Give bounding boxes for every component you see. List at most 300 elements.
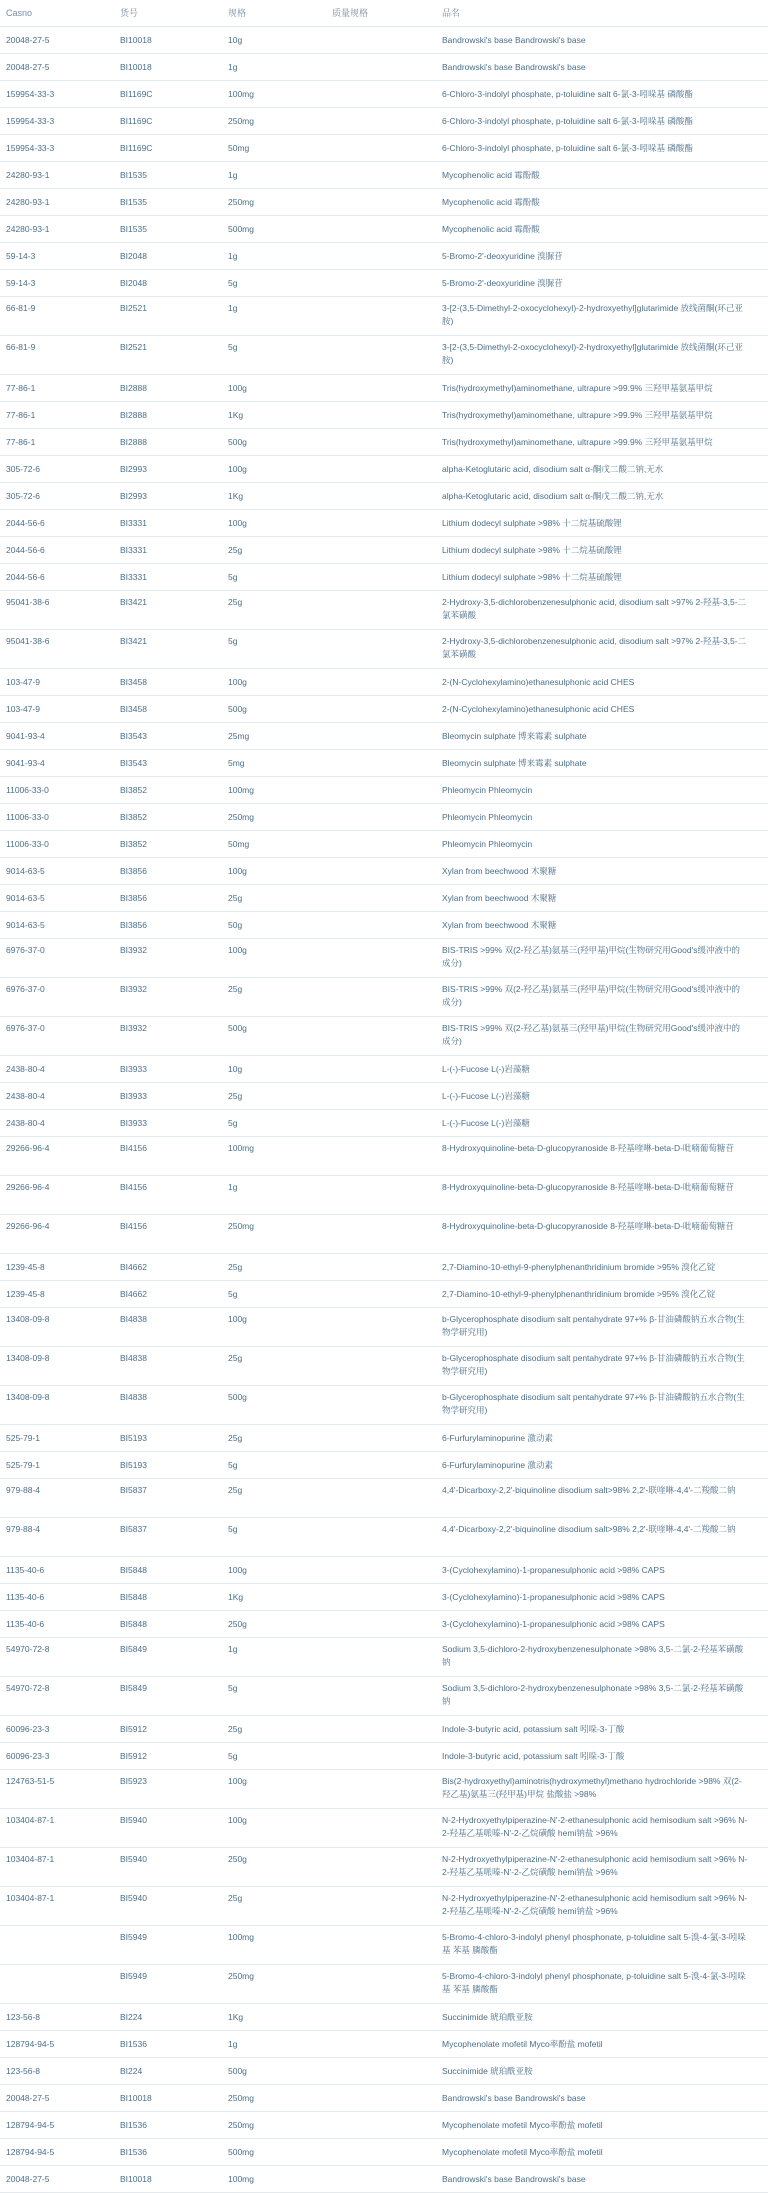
cell-sku: BI3458 (120, 677, 147, 687)
cell-quality (326, 1809, 436, 1847)
cell-quality (326, 1965, 436, 2003)
cell-casno: 77-86-1 (6, 383, 36, 393)
table-row (0, 591, 768, 630)
cell-spec: 5g (228, 1460, 238, 1470)
cell-spec: 100g (228, 866, 247, 876)
cell-casno: 77-86-1 (6, 437, 36, 447)
table-row (0, 2031, 768, 2058)
cell-quality (326, 1308, 436, 1346)
cell-name: N-2-Hydroxyethylpiperazine-N'-2-ethanesulphonic acid hemisodium salt >96% N-2-羟基乙基哌嗪-N'-2-乙烷磺酸 hemi钠盐 >96% (442, 1815, 748, 1838)
cell-sku: BI3852 (120, 785, 147, 795)
cell-quality (326, 831, 436, 857)
cell-name: Lithium dodecyl sulphate >98% 十二烷基硫酸锂 (442, 545, 622, 555)
cell-spec: 1g (228, 2039, 238, 2049)
cell-sku: BI5949 (120, 1932, 147, 1942)
cell-sku: BI4662 (120, 1262, 147, 1272)
cell-quality (326, 429, 436, 455)
cell-quality (326, 1347, 436, 1385)
cell-casno: 11006-33-0 (6, 839, 49, 849)
cell-casno: 2438-80-4 (6, 1118, 45, 1128)
cell-name: 4,4'-Dicarboxy-2,2'-biquinoline disodium salt>98% 2,2'-联喹啉-4,4'-二羧酸二钠 (442, 1524, 736, 1534)
cell-sku: BI3856 (120, 920, 147, 930)
cell-casno: 59-14-3 (6, 278, 36, 288)
cell-spec: 500g (228, 704, 247, 714)
cell-spec: 25g (228, 1262, 243, 1272)
cell-spec: 50mg (228, 143, 250, 153)
cell-name: Phleomycin Phleomycin (442, 812, 533, 822)
cell-sku: BI5912 (120, 1751, 147, 1761)
cell-quality (326, 1056, 436, 1082)
cell-casno: 103-47-9 (6, 677, 41, 687)
cell-spec: 5g (228, 1751, 238, 1761)
cell-casno: 9041-93-4 (6, 731, 45, 741)
cell-casno: 159954-33-3 (6, 116, 55, 126)
table-row (0, 429, 768, 456)
cell-quality (326, 336, 436, 374)
table-row (0, 1716, 768, 1743)
table-row (0, 1677, 768, 1716)
cell-name: b-Glycerophosphate disodium salt pentahydrate 97+% β-甘油磷酸钠五水合物(生物学研究用) (442, 1392, 745, 1415)
cell-quality (326, 1848, 436, 1886)
cell-name: Bandrowski's base Bandrowski's base (442, 2093, 586, 2103)
cell-spec: 1g (228, 1644, 238, 1654)
cell-sku: BI10018 (120, 62, 152, 72)
cell-name: Bandrowski's base Bandrowski's base (442, 2174, 586, 2184)
table-row (0, 858, 768, 885)
cell-quality (326, 858, 436, 884)
table-row (0, 2166, 768, 2193)
cell-quality (326, 750, 436, 776)
header-quality: 质量规格 (332, 8, 369, 18)
cell-name: N-2-Hydroxyethylpiperazine-N'-2-ethanesulphonic acid hemisodium salt >96% N-2-羟基乙基哌嗪-N'-2-乙烷磺酸 hemi钠盐 >96% (442, 1854, 748, 1877)
cell-casno: 525-79-1 (6, 1433, 41, 1443)
cell-casno: 29266-96-4 (6, 1221, 50, 1231)
cell-sku: BI5949 (120, 1971, 147, 1981)
cell-name: Mycophenolate mofetil Myco率酚盐 mofetil (442, 2120, 603, 2130)
cell-casno: 29266-96-4 (6, 1182, 50, 1192)
cell-quality (326, 1386, 436, 1424)
table-row (0, 2085, 768, 2112)
table-row (0, 1308, 768, 1347)
cell-sku: BI5848 (120, 1619, 147, 1629)
cell-quality (326, 1215, 436, 1253)
cell-spec: 5g (228, 1289, 238, 1299)
cell-casno: 128794-94-5 (6, 2147, 55, 2157)
cell-spec: 100g (228, 1776, 247, 1786)
cell-quality (326, 1611, 436, 1637)
cell-name: Bleomycin sulphate 博来霉素 sulphate (442, 731, 587, 741)
cell-sku: BI3331 (120, 545, 147, 555)
cell-casno: 2044-56-6 (6, 545, 45, 555)
cell-sku: BI2888 (120, 410, 147, 420)
cell-sku: BI10018 (120, 2093, 152, 2103)
header-spec: 规格 (228, 8, 247, 18)
cell-quality (326, 2058, 436, 2084)
cell-quality (326, 777, 436, 803)
cell-name: 3-(Cyclohexylamino)-1-propanesulphonic acid >98% CAPS (442, 1619, 665, 1629)
table-row (0, 402, 768, 429)
cell-quality (326, 978, 436, 1016)
cell-spec: 1g (228, 303, 238, 313)
cell-quality (326, 804, 436, 830)
table-row (0, 375, 768, 402)
cell-casno: 305-72-6 (6, 464, 41, 474)
table-row (0, 1638, 768, 1677)
cell-sku: BI3543 (120, 758, 147, 768)
cell-casno: 9014-63-5 (6, 893, 45, 903)
cell-name: Sodium 3,5-dichloro-2-hydroxybenzenesulphonate >98% 3,5-二氯-2-羟基苯磺酸钠 (442, 1644, 744, 1667)
table-row (0, 162, 768, 189)
cell-spec: 500mg (228, 224, 254, 234)
cell-name: 8-Hydroxyquinoline-beta-D-glucopyranoside 8-羟基喹啉-beta-D-吡喃葡萄糖苷 (442, 1182, 734, 1192)
table-row (0, 696, 768, 723)
cell-name: L-(-)-Fucose L(-)岩藻糖 (442, 1064, 530, 1074)
cell-quality (326, 1557, 436, 1583)
cell-sku: BI3331 (120, 572, 147, 582)
table-row (0, 1347, 768, 1386)
cell-sku: BI5193 (120, 1460, 147, 1470)
cell-casno: 525-79-1 (6, 1460, 41, 1470)
cell-name: alpha-Ketoglutaric acid, disodium salt α-酮戊二酸二钠,无水 (442, 491, 664, 501)
table-row (0, 669, 768, 696)
table-row (0, 939, 768, 978)
cell-quality (326, 2004, 436, 2030)
cell-spec: 5g (228, 572, 238, 582)
cell-casno: 159954-33-3 (6, 89, 55, 99)
cell-quality (326, 270, 436, 296)
cell-name: 4,4'-Dicarboxy-2,2'-biquinoline disodium salt>98% 2,2'-联喹啉-4,4'-二羧酸二钠 (442, 1485, 736, 1495)
table-row (0, 1743, 768, 1770)
cell-sku: BI4662 (120, 1289, 147, 1299)
table-row (0, 456, 768, 483)
cell-spec: 100g (228, 383, 247, 393)
cell-sku: BI1169C (120, 116, 153, 126)
cell-spec: 100mg (228, 89, 254, 99)
cell-name: Lithium dodecyl sulphate >98% 十二烷基硫酸锂 (442, 518, 622, 528)
cell-casno: 11006-33-0 (6, 812, 49, 822)
cell-sku: BI2521 (120, 342, 147, 352)
cell-casno: 1239-45-8 (6, 1289, 45, 1299)
cell-quality (326, 723, 436, 749)
cell-spec: 100g (228, 518, 247, 528)
table-row (0, 1479, 768, 1518)
table-row (0, 564, 768, 591)
cell-quality (326, 216, 436, 242)
cell-spec: 100mg (228, 1143, 254, 1153)
cell-spec: 1Kg (228, 410, 244, 420)
cell-quality (326, 1254, 436, 1280)
cell-sku: BI2888 (120, 437, 147, 447)
cell-sku: BI4156 (120, 1143, 147, 1153)
cell-spec: 10g (228, 35, 243, 45)
cell-quality (326, 2085, 436, 2111)
cell-spec: 500g (228, 2066, 247, 2076)
cell-quality (326, 1887, 436, 1925)
cell-quality (326, 1638, 436, 1676)
cell-casno (0, 1965, 114, 2003)
cell-casno: 20048-27-5 (6, 35, 50, 45)
cell-name: Phleomycin Phleomycin (442, 785, 533, 795)
cell-quality (326, 912, 436, 938)
header-name: 品名 (442, 8, 461, 18)
cell-quality (326, 297, 436, 335)
cell-casno: 123-56-8 (6, 2066, 41, 2076)
cell-quality (326, 27, 436, 53)
table-row (0, 1425, 768, 1452)
cell-quality (326, 1176, 436, 1214)
cell-name: Mycophenolic acid 霉酚酸 (442, 197, 540, 207)
cell-name: Succinimide 琥珀酰亚胺 (442, 2012, 533, 2022)
table-row (0, 2112, 768, 2139)
cell-spec: 1g (228, 62, 238, 72)
cell-spec: 25g (228, 984, 243, 994)
cell-spec: 5g (228, 278, 238, 288)
cell-sku: BI3852 (120, 839, 147, 849)
table-row (0, 1965, 768, 2004)
table-row (0, 1887, 768, 1926)
cell-name: 6-Furfurylaminopurine 激动素 (442, 1433, 554, 1443)
cell-spec: 1g (228, 251, 238, 261)
cell-spec: 25g (228, 545, 243, 555)
table-row (0, 1017, 768, 1056)
cell-sku: BI3932 (120, 945, 147, 955)
table-row (0, 1926, 768, 1965)
cell-sku: BI4156 (120, 1221, 147, 1231)
table-row (0, 2004, 768, 2031)
cell-name: 6-Chloro-3-indolyl phosphate, p-toluidine salt 6-氯-3-吲哚基 磷酸酯 (442, 116, 693, 126)
table-row (0, 297, 768, 336)
cell-spec: 250mg (228, 197, 254, 207)
cell-casno: 13408-09-8 (6, 1353, 50, 1363)
table-row (0, 978, 768, 1017)
cell-casno: 24280-93-1 (6, 197, 50, 207)
cell-name: 2-(N-Cyclohexylamino)ethanesulphonic acid CHES (442, 677, 635, 687)
table-row (0, 243, 768, 270)
cell-quality (326, 537, 436, 563)
cell-casno: 77-86-1 (6, 410, 36, 420)
cell-casno: 1135-40-6 (6, 1619, 45, 1629)
cell-sku: BI4838 (120, 1314, 147, 1324)
cell-casno: 128794-94-5 (6, 2039, 55, 2049)
cell-casno: 305-72-6 (6, 491, 41, 501)
cell-spec: 100g (228, 945, 247, 955)
table-row (0, 1386, 768, 1425)
table-row (0, 1584, 768, 1611)
cell-quality (326, 243, 436, 269)
cell-spec: 250mg (228, 1221, 254, 1231)
table-row (0, 1557, 768, 1584)
cell-quality (326, 2139, 436, 2165)
cell-quality (326, 510, 436, 536)
cell-quality (326, 1452, 436, 1478)
table-row (0, 81, 768, 108)
cell-spec: 5g (228, 1118, 238, 1128)
cell-casno: 2438-80-4 (6, 1091, 45, 1101)
cell-spec: 500g (228, 1023, 247, 1033)
table-row (0, 1770, 768, 1809)
cell-quality (326, 2166, 436, 2192)
cell-sku: BI1535 (120, 170, 147, 180)
table-row (0, 537, 768, 564)
cell-casno: 2044-56-6 (6, 572, 45, 582)
cell-spec: 250mg (228, 2120, 254, 2130)
cell-quality (326, 2112, 436, 2138)
cell-name: Xylan from beechwood 木聚糖 (442, 893, 557, 903)
cell-name: Mycophenolate mofetil Myco率酚盐 mofetil (442, 2039, 603, 2049)
cell-name: Bleomycin sulphate 博来霉素 sulphate (442, 758, 587, 768)
cell-quality (326, 669, 436, 695)
table-row (0, 723, 768, 750)
cell-spec: 5mg (228, 758, 245, 768)
cell-quality (326, 189, 436, 215)
cell-spec: 500mg (228, 2147, 254, 2157)
table-row (0, 630, 768, 669)
cell-spec: 100g (228, 1815, 247, 1825)
cell-casno: 6976-37-0 (6, 984, 45, 994)
cell-spec: 25g (228, 1893, 243, 1903)
table-row (0, 27, 768, 54)
cell-sku: BI5848 (120, 1592, 147, 1602)
cell-casno: 66-81-9 (6, 303, 36, 313)
cell-casno: 54970-72-8 (6, 1644, 50, 1654)
cell-casno: 29266-96-4 (6, 1143, 50, 1153)
cell-sku: BI3421 (120, 636, 147, 646)
cell-sku: BI4156 (120, 1182, 147, 1192)
cell-casno: 979-88-4 (6, 1524, 41, 1534)
cell-spec: 100g (228, 677, 247, 687)
cell-sku: BI5837 (120, 1524, 147, 1534)
cell-spec: 25g (228, 1485, 243, 1495)
cell-quality (326, 1743, 436, 1769)
cell-name: Xylan from beechwood 木聚糖 (442, 866, 557, 876)
cell-sku: BI5912 (120, 1724, 147, 1734)
cell-name: 5-Bromo-2'-deoxyuridine 溴脲苷 (442, 251, 563, 261)
cell-casno: 123-56-8 (6, 2012, 41, 2022)
cell-name: 2-(N-Cyclohexylamino)ethanesulphonic acid CHES (442, 704, 635, 714)
cell-quality (326, 54, 436, 80)
cell-sku: BI5940 (120, 1815, 147, 1825)
cell-casno: 9014-63-5 (6, 920, 45, 930)
cell-casno: 13408-09-8 (6, 1392, 50, 1402)
cell-spec: 250mg (228, 2093, 254, 2103)
table-row (0, 483, 768, 510)
cell-name: BIS-TRIS >99% 双(2-羟乙基)氨基三(羟甲基)甲烷(生物研究用Good's缓冲液中的成分) (442, 1023, 740, 1046)
cell-casno: 1135-40-6 (6, 1592, 45, 1602)
cell-casno: 11006-33-0 (6, 785, 49, 795)
cell-spec: 250mg (228, 116, 254, 126)
cell-name: b-Glycerophosphate disodium salt pentahydrate 97+% β-甘油磷酸钠五水合物(生物学研究用) (442, 1314, 745, 1337)
cell-quality (326, 375, 436, 401)
cell-name: 8-Hydroxyquinoline-beta-D-glucopyranoside 8-羟基喹啉-beta-D-吡喃葡萄糖苷 (442, 1221, 734, 1231)
cell-quality (326, 1083, 436, 1109)
cell-sku: BI1535 (120, 224, 147, 234)
cell-spec: 1Kg (228, 491, 244, 501)
cell-casno: 6976-37-0 (6, 1023, 45, 1033)
cell-spec: 250g (228, 1619, 247, 1629)
cell-quality (326, 1137, 436, 1175)
header-casno: Casno (6, 8, 33, 18)
cell-quality (326, 591, 436, 629)
cell-spec: 10g (228, 1064, 243, 1074)
cell-quality (326, 696, 436, 722)
cell-casno: 128794-94-5 (6, 2120, 55, 2130)
cell-sku: BI1536 (120, 2147, 147, 2157)
cell-quality (326, 630, 436, 668)
cell-spec: 500g (228, 437, 247, 447)
table-row (0, 1281, 768, 1308)
table-row (0, 1254, 768, 1281)
cell-casno (0, 1926, 114, 1964)
cell-quality (326, 1677, 436, 1715)
table-row (0, 135, 768, 162)
cell-name: Tris(hydroxymethyl)aminomethane, ultrapure >99.9% 三羟甲基氨基甲烷 (442, 410, 713, 420)
cell-casno: 24280-93-1 (6, 224, 50, 234)
cell-quality (326, 1770, 436, 1808)
cell-sku: BI1536 (120, 2120, 147, 2130)
cell-sku: BI5849 (120, 1683, 147, 1693)
cell-sku: BI3933 (120, 1091, 147, 1101)
cell-sku: BI3421 (120, 597, 147, 607)
cell-name: 3-[2-(3,5-Dimethyl-2-oxocyclohexyl)-2-hydroxyethyl]glutarimide 放线菌酮(环己亚胺) (442, 303, 743, 326)
table-row (0, 777, 768, 804)
table-row (0, 1083, 768, 1110)
table-row (0, 831, 768, 858)
cell-name: L-(-)-Fucose L(-)岩藻糖 (442, 1118, 530, 1128)
cell-casno: 66-81-9 (6, 342, 36, 352)
cell-sku: BI3856 (120, 866, 147, 876)
cell-spec: 50g (228, 920, 243, 930)
cell-name: Bandrowski's base Bandrowski's base (442, 62, 586, 72)
cell-casno: 9041-93-4 (6, 758, 45, 768)
cell-name: 3-[2-(3,5-Dimethyl-2-oxocyclohexyl)-2-hydroxyethyl]glutarimide 放线菌酮(环己亚胺) (442, 342, 743, 365)
cell-name: Lithium dodecyl sulphate >98% 十二烷基硫酸锂 (442, 572, 622, 582)
table-row (0, 54, 768, 81)
cell-name: 5-Bromo-4-chloro-3-indolyl phenyl phosphonate, p-toluidine salt 5-溴-4-氯-3-吲哚基 苯基 膦酸酯 (442, 1932, 746, 1955)
cell-spec: 25g (228, 1091, 243, 1101)
table-row (0, 270, 768, 297)
cell-quality (326, 108, 436, 134)
table-row (0, 912, 768, 939)
cell-spec: 5g (228, 1683, 238, 1693)
cell-spec: 100mg (228, 1932, 254, 1942)
cell-name: 2-Hydroxy-3,5-dichlorobenzenesulphonic acid, disodium salt >97% 2-羟基-3,5-二氯苯磺酸 (442, 636, 747, 659)
table-row (0, 1110, 768, 1137)
cell-spec: 25g (228, 1433, 243, 1443)
cell-sku: BI5193 (120, 1433, 147, 1443)
table-row (0, 885, 768, 912)
cell-casno: 2044-56-6 (6, 518, 45, 528)
table-row (0, 1137, 768, 1176)
header-sku: 货号 (120, 8, 139, 18)
table-body (0, 27, 768, 2193)
cell-name: 6-Chloro-3-indolyl phosphate, p-toluidine salt 6-氯-3-吲哚基 磷酸酯 (442, 143, 693, 153)
cell-casno: 6976-37-0 (6, 945, 45, 955)
cell-casno: 103404-87-1 (6, 1893, 55, 1903)
cell-casno: 13408-09-8 (6, 1314, 50, 1324)
table-row (0, 1056, 768, 1083)
cell-name: Bandrowski's base Bandrowski's base (442, 35, 586, 45)
cell-name: BIS-TRIS >99% 双(2-羟乙基)氨基三(羟甲基)甲烷(生物研究用Good's缓冲液中的成分) (442, 945, 740, 968)
cell-spec: 25g (228, 893, 243, 903)
cell-casno: 1239-45-8 (6, 1262, 45, 1272)
cell-sku: BI2048 (120, 278, 147, 288)
cell-casno: 24280-93-1 (6, 170, 50, 180)
cell-casno: 2438-80-4 (6, 1064, 45, 1074)
cell-sku: BI3852 (120, 812, 147, 822)
cell-name: 2,7-Diamino-10-ethyl-9-phenylphenanthridinium bromide >95% 溴化乙锭 (442, 1289, 716, 1299)
cell-quality (326, 81, 436, 107)
cell-quality (326, 564, 436, 590)
